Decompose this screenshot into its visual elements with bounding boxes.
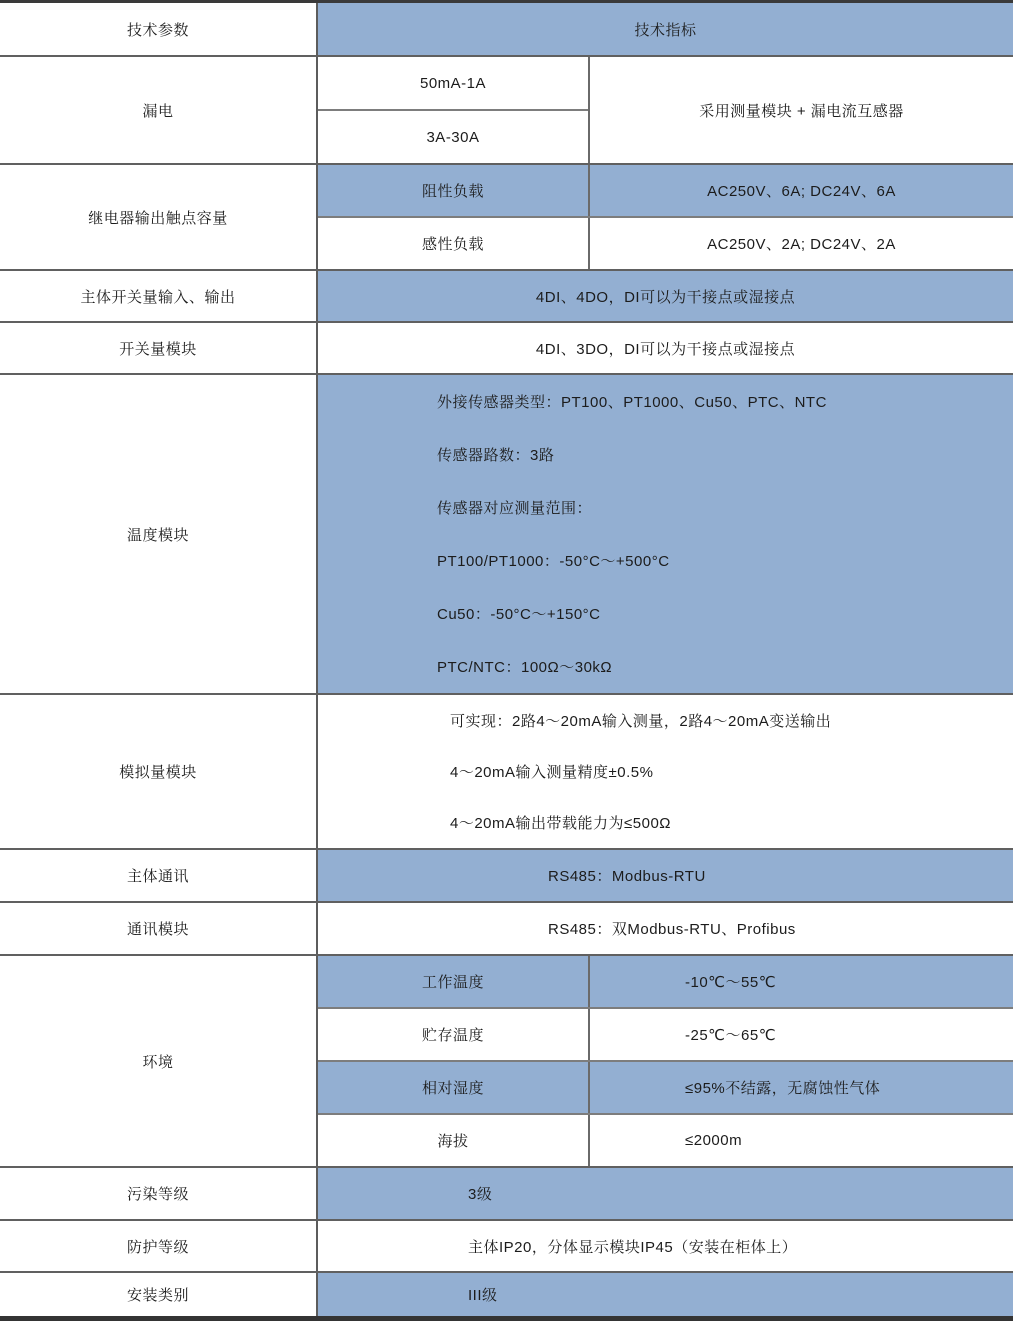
relay-inductive-label: 感性负载 (318, 218, 590, 269)
header-row (0, 3, 1013, 55)
row-installation (0, 1271, 1013, 1316)
header-param-cell: 技术参数 (0, 3, 318, 55)
pollution-value: 3级 (318, 1168, 1013, 1219)
env-altitude-row (318, 1113, 1013, 1166)
comm-module-value: RS485：双Modbus-RTU、Profibus (318, 903, 1013, 954)
main-comm-value: RS485：Modbus-RTU (318, 850, 1013, 901)
analog-spec-line: 4～20mA输出带载能力为≤500Ω (450, 815, 672, 832)
analog-module-label: 模拟量模块 (0, 695, 318, 848)
temp-spec-line: 外接传感器类型：PT100、PT1000、Cu50、PTC、NTC (437, 394, 827, 411)
pollution-label: 污染等级 (0, 1168, 318, 1219)
leakage-label: 漏电 (0, 57, 318, 163)
environment-label: 环境 (0, 956, 318, 1166)
temp-spec-line: 传感器路数：3路 (437, 447, 555, 464)
row-temp-module (0, 373, 1013, 693)
env-altitude-value: ≤2000m (685, 1132, 743, 1149)
row-pollution (0, 1166, 1013, 1219)
relay-resistive-row (318, 165, 1013, 216)
row-main-comm (0, 848, 1013, 901)
row-comm-module (0, 901, 1013, 954)
installation-value: III级 (318, 1273, 1013, 1316)
row-main-io (0, 269, 1013, 321)
env-working-temp-row (318, 956, 1013, 1007)
env-working-temp-value: -10℃～55℃ (685, 974, 777, 991)
analog-module-spec (318, 695, 1013, 848)
protection-label: 防护等级 (0, 1221, 318, 1271)
main-comm-label: 主体通讯 (0, 850, 318, 901)
env-storage-temp-label: 贮存温度 (318, 1009, 590, 1060)
temp-module-spec (318, 375, 1013, 693)
leakage-ranges (318, 57, 590, 163)
comm-module-label: 通讯模块 (0, 903, 318, 954)
row-relay (0, 163, 1013, 269)
relay-resistive-value: AC250V、6A; DC24V、6A (707, 183, 896, 200)
relay-label: 继电器输出触点容量 (0, 165, 318, 269)
protection-value: 主体IP20，分体显示模块IP45（安装在柜体上） (318, 1221, 1013, 1271)
row-environment (0, 954, 1013, 1166)
env-humidity-value: ≤95%不结露，无腐蚀性气体 (685, 1080, 881, 1097)
env-humidity-label: 相对湿度 (318, 1062, 590, 1113)
row-analog-module (0, 693, 1013, 848)
installation-label: 安装类别 (0, 1273, 318, 1316)
temp-spec-line: PTC/NTC：100Ω～30kΩ (437, 659, 613, 676)
io-module-label: 开关量模块 (0, 323, 318, 373)
leakage-range-high: 3A-30A (318, 109, 588, 163)
env-storage-temp-value: -25℃～65℃ (685, 1027, 777, 1044)
leakage-method: 采用测量模块 + 漏电流互感器 (590, 57, 1013, 163)
io-module-value: 4DI、3DO，DI可以为干接点或湿接点 (318, 323, 1013, 373)
temp-spec-line: PT100/PT1000：-50°C～+500°C (437, 553, 670, 570)
temp-spec-line: Cu50：-50°C～+150°C (437, 606, 601, 623)
row-leakage (0, 55, 1013, 163)
relay-inductive-row (318, 216, 1013, 269)
main-io-value: 4DI、4DO，DI可以为干接点或湿接点 (318, 271, 1013, 321)
analog-spec-line: 4～20mA输入测量精度±0.5% (450, 764, 654, 781)
main-io-label: 主体开关量输入、输出 (0, 271, 318, 321)
row-io-module (0, 321, 1013, 373)
temp-spec-line: 传感器对应测量范围： (437, 500, 593, 517)
environment-subrows (318, 956, 1013, 1166)
leakage-range-low: 50mA-1A (419, 74, 487, 92)
analog-spec-line: 可实现：2路4～20mA输入测量，2路4～20mA变送输出 (450, 713, 832, 730)
env-working-temp-label: 工作温度 (318, 956, 590, 1007)
relay-resistive-label: 阻性负载 (318, 165, 590, 216)
header-spec-cell: 技术指标 (318, 3, 1013, 55)
relay-subrows (318, 165, 1013, 269)
temp-module-label: 温度模块 (0, 375, 318, 693)
env-altitude-label: 海拔 (318, 1115, 590, 1166)
env-storage-temp-row (318, 1007, 1013, 1060)
relay-inductive-value: AC250V、2A; DC24V、2A (707, 236, 896, 253)
row-protection (0, 1219, 1013, 1271)
env-humidity-row (318, 1060, 1013, 1113)
